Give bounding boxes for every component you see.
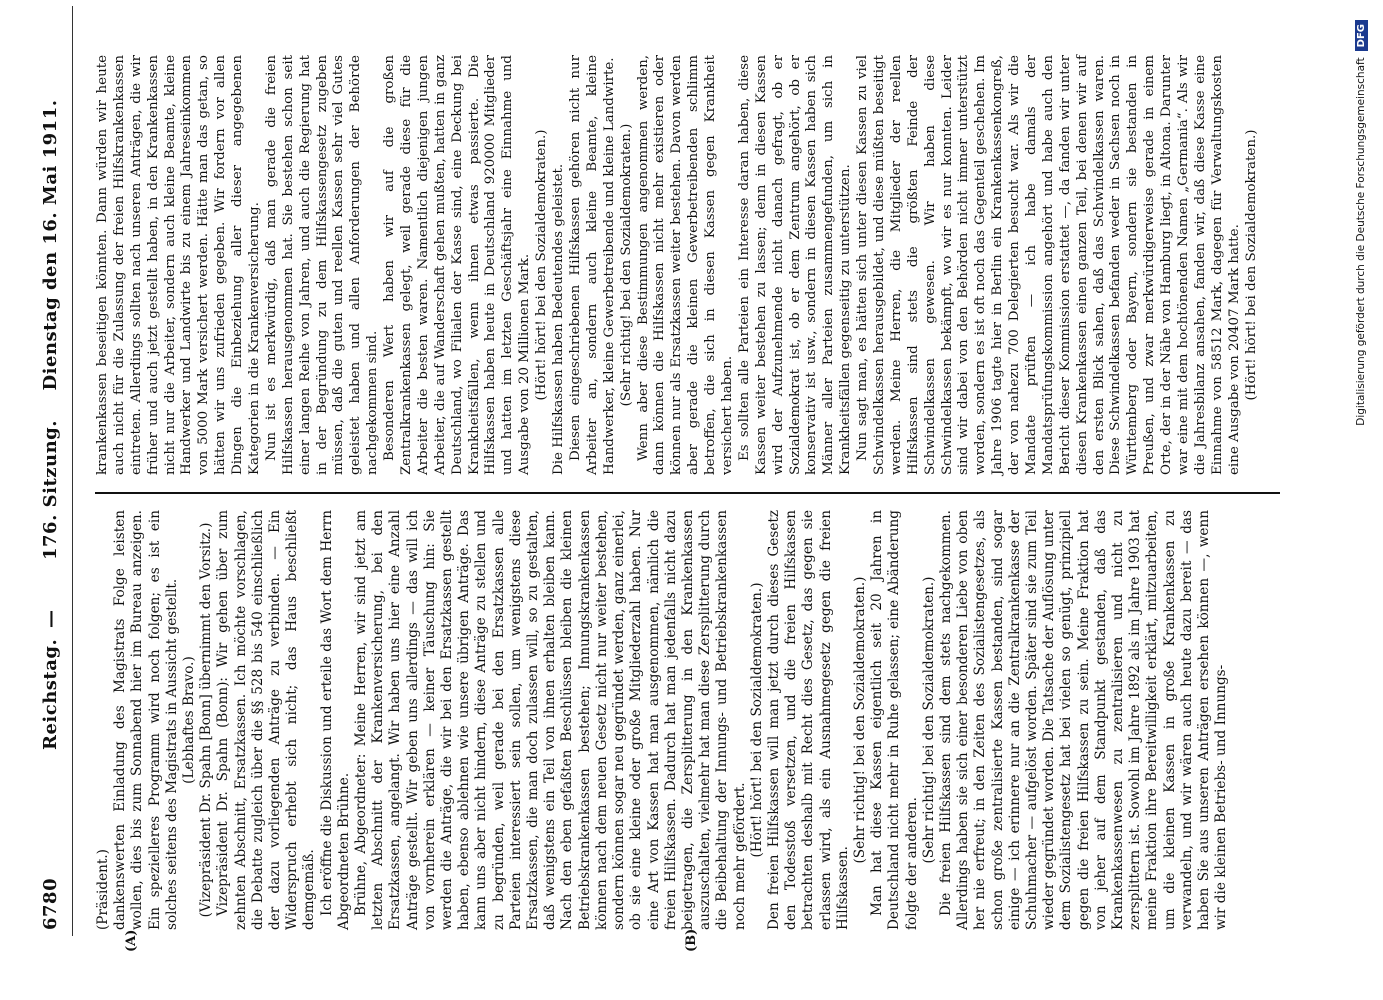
paragraph: Brühne, Abgeordneter: Meine Herren, wir sind jetzt am letzten Abschnitt der Krankenversicherung, bei den Ersatzkassen, angelangt. Wir haben uns hier eine Anzahl Anträge gestellt. Wir geben uns allerdings — das will ich von vornherein erklären — keiner Täuschung hin: Sie werden die Anträge, die wir bei den Ersatzkassen gestellt haben, ebenso ablehnen wie unsere übrigen Anträge. Das kann uns aber nicht hindern, diese Anträge zu stellen und zu begründen, weil gerade bei den Ersatzkassen alle Parteien interessiert sein sollen, um wenigstens diese Ersatzkassen, die man doch zulassen will, so zu gestalten, daß wenigstens ein Teil von ihnen erhalten bleiben kann. Nach den eben gefaßten Beschlüssen bleiben die kleinen Betriebskrankenkassen bestehen; Innungskrankenkassen können nach dem neuen Gesetz nicht nur weiter bestehen, sondern können sogar neu gegründet werden, ganz einerlei, ob sie eine kleine oder große Mitgliederzahl haben. Nur eine Art von Kassen hat man ausgenommen, nämlich die freien Hilfskassen. Dadurch hat man jedenfalls nicht dazu beigetragen, die Zersplitterung in den Krankenkassen auszuschalten, vielmehr hat man diese Zersplitterung durch die Beibehaltung der Innungs- und Betriebskrankenkassen noch mehr gefördert. xyxy=(353,510,748,930)
left-column xyxy=(95,510,1230,930)
paragraph: Wenn aber diese Bestimmungen angenommen werden, dann können die Hilfskassen nicht mehr existieren oder können nur als Ersatzkassen weiter bestehen. Davon werden aber gerade die kleinen Gewerbetreibenden schlimm betroffen, die sich in diesen Kassen gegen Krankheit versichert haben. xyxy=(635,55,735,475)
digitization-credit xyxy=(1355,20,1368,980)
interjection: (Hört! hört! bei den Sozialdemokraten.) xyxy=(534,129,550,401)
header-rule xyxy=(72,6,73,936)
interjection: (Vizepräsident Dr. Spahn [Bonn] übernimmt den Vorsitz.) xyxy=(198,522,215,918)
right-column xyxy=(95,55,1260,475)
paragraph: Nun sagt man, es hätten sich unter diesen Kassen zu viel Schwindelkassen herausgebildet, und diese müßten beseitigt werden. Meine Herren, die Mitglieder der reellen Hilfskassen sind stets die größten Feinde der Schwindelkassen gewesen. Wir haben diese Schwindelkassen bekämpft, wo wir es nur konnten. Leider sind wir dabei von den Behörden nicht immer unterstützt worden, sondern es ist oft noch das Gegenteil geschehen. Im Jahre 1906 tagte hier in Berlin ein Krankenkassenkongreß, der von nahezu 700 Delegierten besucht war. Als wir die Mandate prüften — ich habe damals der Mandatsprüfungskommission angehört und habe auch den Bericht dieser Kommission erstattet —, da fanden wir unter diesen Krankenkassen einen ganzen Teil, bei denen wir auf den ersten Blick sahen, daß das Schwindelkassen waren. Diese Schwindelkassen befanden weder in Sachsen noch in Württemberg oder Bayern, sondern sie bestanden in Preußen, und zwar merkwürdigerweise gerade in einem Orte, der in der Nähe von Hamburg liegt, in Altona. Darunter war eine mit dem hochtönenden Namen „Germania“. Als wir die Jahresbilanz ansahen, fanden wir, daß diese Kasse eine Einnahme von 58512 Mark, dagegen für Verwaltungskosten eine Ausgabe von 20407 Mark hatte. xyxy=(855,55,1242,475)
paragraph: Diesen eingeschriebenen Hilfskassen gehören nicht nur Arbeiter an, sondern auch kleine Beamte, kleine Handwerker, kleine Gewerbetreibende und kleine Landwirte. xyxy=(567,55,617,475)
margin-marker-b: (B) xyxy=(684,928,699,952)
dfg-logo: DFG xyxy=(1355,20,1368,51)
interjection: (Hört! hört! bei den Sozialdemokraten.) xyxy=(748,582,765,858)
running-head-dash: — xyxy=(40,609,61,628)
paragraph: Die freien Hilfskassen sind dem stets nachgekommen. Allerdings haben sie sich einer besonderen Liebe von oben her nie erfreut; in den Zeiten des Sozialistengesetzes, als schon große zentralisierte Kassen bestanden, sind sogar einige — ich erinnere nur an die Zentralkrankenkasse der Schuhmacher — aufgelöst worden. Später sind sie zum Teil wieder gegründet worden. Die Tatsache der Auflösung unter dem Sozialistengesetz hat bei vielen so genügt, prinzipiell gegen die freien Hilfskassen zu sein. Meine Fraktion hat von jeher auf dem Standpunkt gestanden, daß das Krankenkassenwesen zu zentralisieren und nicht zu zersplittern ist. Sowohl im Jahre 1892 als im Jahre 1903 hat meine Fraktion ihre Bereitwilligkeit erklärt, mitzuarbeiten, um die kleinen Kassen in große Krankenkassen zu verwandeln, und wir wären auch heute dazu bereit — das haben Sie aus unseren Anträgen ersehen können —, wenn wir die kleinen Betriebs- und Innungs- xyxy=(937,510,1230,930)
paragraph: Die Hilfskassen haben Bedeutendes geleistet. xyxy=(551,163,567,475)
column-divider xyxy=(95,492,1280,494)
interjection: (Sehr richtig! bei den Sozialdemokraten.) xyxy=(618,123,634,407)
interjection: (Hört! hört! bei den Sozialdemokraten.) xyxy=(1243,129,1259,401)
page-number: 6780 xyxy=(40,877,61,930)
interjection: (Sehr richtig! bei den Sozialdemokraten.) xyxy=(851,576,868,864)
paragraph: Nun ist es merkwürdig, daß man gerade die freien Hilfskassen herausgenommen hat. Sie bestehen schon seit einer langen Reihe von Jahren, und auch die Regierung hat in der Begründung zu dem Hilfskassengesetz zugeben müssen, daß die guten und reellen Kassen sehr viel Gutes geleistet haben und allen Anforderungen der Behörde nachgekommen sind. xyxy=(263,55,381,475)
running-head-session: 176. Sitzung. xyxy=(40,419,61,560)
paragraph: Man hat diese Kassen eigentlich seit 20 Jahren in Deutschland nicht mehr in Ruhe gelassen; eine Abänderung folgte der anderen. xyxy=(869,510,920,930)
paragraph: Besonderen Wert haben wir auf die großen Zentralkrankenkassen gelegt, weil gerade diese für die Arbeiter die besten waren. Namentlich diejenigen jungen Arbeiter, die auf Wanderschaft gehen mußten, hatten in ganz Deutschland, wo Filialen der Kasse sind, eine Deckung bei Krankheitsfällen, wenn ihnen etwas passierte. Die Hilfskassen haben heute in Deutschland 920000 Mitglieder und hatten im letzten Geschäftsjahr eine Einnahme und Ausgabe von 20 Millionen Mark. xyxy=(382,55,533,475)
paragraph: Den freien Hilfskassen will man jetzt durch dieses Gesetz den Todesstoß versetzen, und die freien Hilfskassen betrachten deshalb mit Recht dies Gesetz, das gegen sie erlassen wird, als ein Ausnahmegesetz gegen die freien Hilfskassen. xyxy=(765,510,851,930)
paragraph: dankenswerten Einladung des Magistrats Folge leisten wollen, dies bis zum Sonnabend hier im Bureau anzeigen. Ein spezielleres Programm wird noch folgen; es ist ein solches seitens des Magistrats in Aussicht gestellt. xyxy=(112,510,180,930)
interjection: (Lebhaftes Bravo.) xyxy=(181,656,198,784)
interjection: (Sehr richtig! bei den Sozialdemokraten.) xyxy=(920,576,937,864)
paragraph: (Präsident.) xyxy=(95,849,111,930)
paragraph: Vizepräsident Dr. Spahn (Bonn): Wir gehen über zum zehnten Abschnitt, Ersatzkassen. Ich möchte vorschlagen, die Debatte zugleich über die §§ 528 bis 540 einschließlich der dazu vorliegenden Anträge zu verbinden. — Ein Widerspruch erhebt sich nicht; das Haus beschließt demgemäß. xyxy=(215,510,318,930)
margin-marker-a: (A) xyxy=(124,929,139,952)
running-head-date: Dienstag den 16. Mai 1911. xyxy=(40,99,61,391)
paragraph: Es sollten alle Parteien ein Interesse daran haben, diese Kassen weiter bestehen zu lassen; denn in diesen Kassen wird der Aufzunehmende nicht danach gefragt, ob er Sozialdemokrat ist, ob er dem Zentrum angehört, ob er konservativ ist usw., sondern in diesen Kassen haben sich Männer aller Parteien zusammengefunden, um sich in Krankheitsfällen gegenseitig zu unterstützen. xyxy=(736,55,854,475)
running-head-chamber: Reichstag. xyxy=(40,638,61,750)
paragraph: Ich eröffne die Diskussion und erteile das Wort dem Herrn Abgeordneten Brühne. xyxy=(318,510,352,930)
credit-text: Digitalisierung gefördert durch die Deutsche Forschungsgemeinschaft xyxy=(1355,57,1367,426)
paragraph: krankenkassen beseitigen könnten. Dann würden wir heute auch nicht für die Zulassung der freien Hilfskrankenkassen eintreten. Allerdings sollten nach unseren Anträgen, die wir früher und auch jetzt gestellt haben, in den Krankenkassen nicht nur die Arbeiter, sondern auch kleine Beamte, kleine Handwerker und Landwirte bis zu einem Jahreseinkommen von 5000 Mark versichert werden. Hätte man das getan, so hätten wir uns zufrieden gegeben. Wir fordern vor allen Dingen die Einbeziehung aller dieser angegebenen Kategorien in die Krankenversicherung. xyxy=(95,55,263,475)
